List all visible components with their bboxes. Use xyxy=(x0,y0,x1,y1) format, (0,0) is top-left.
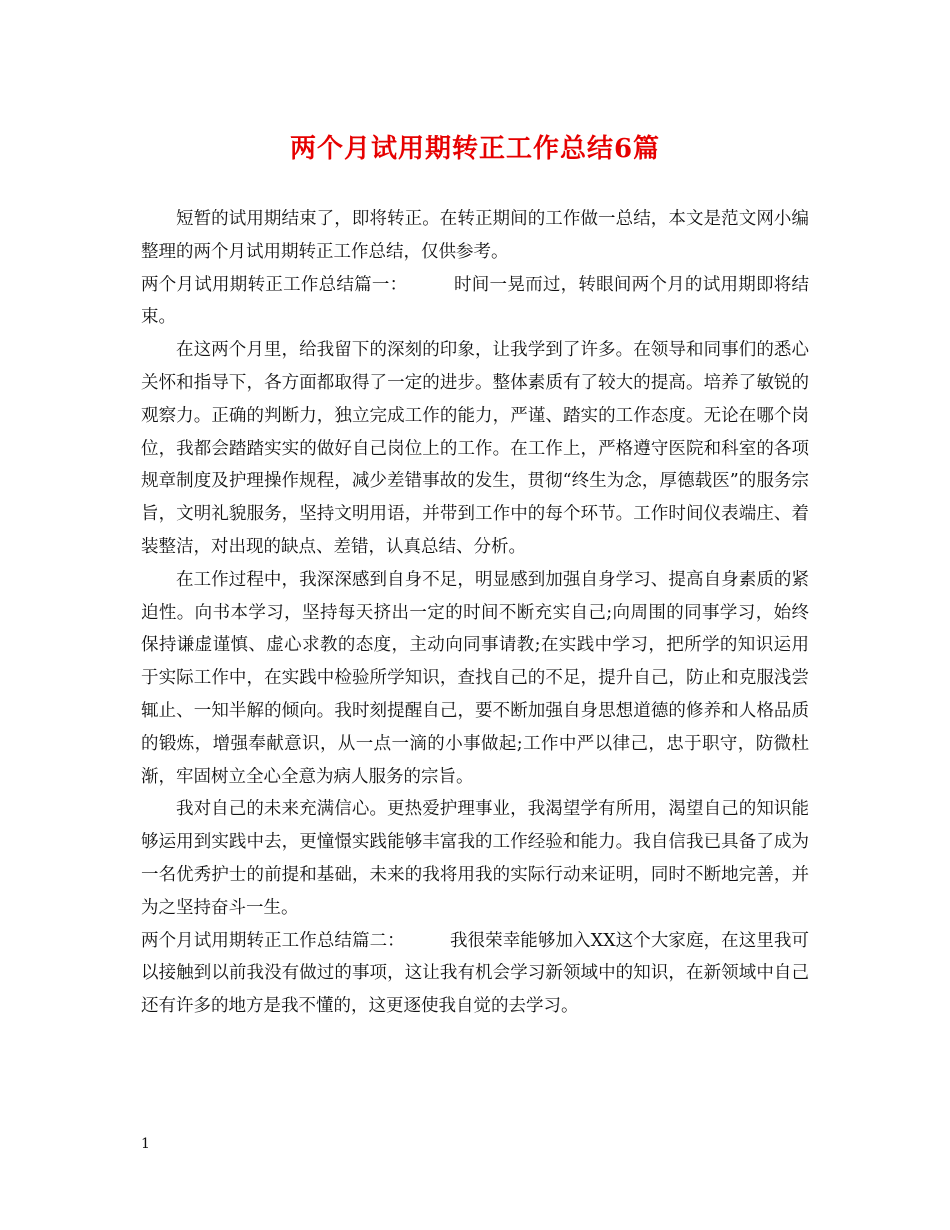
paragraph-text: 时间一晃而过，转眼间两个月的试用期即将结束。 xyxy=(141,274,809,328)
paragraph-intro xyxy=(141,203,809,269)
paragraph-section-one-body-2 xyxy=(141,564,809,794)
section-heading-two: 两个月试用期转正工作总结篇二： xyxy=(141,930,405,951)
paragraph-text: 我很荣幸能够加入XX这个大家庭，在这里我可以接触到以前我没有做过的事项，这让我有机会学习新领域中的知识，在新领域中自己还有许多的地方是我不懂的，这更逐使我自觉的去学习。 xyxy=(141,930,809,1017)
paragraph-section-one-body-1 xyxy=(141,334,809,564)
document-body xyxy=(141,203,809,1023)
paragraph-text: 短暂的试用期结束了，即将转正。在转正期间的工作做一总结，本文是范文网小编整理的两个月试用期转正工作总结，仅供参考。 xyxy=(141,209,809,262)
paragraph-section-one-body-3 xyxy=(141,793,809,924)
section-heading-one: 两个月试用期转正工作总结篇一： xyxy=(141,274,408,295)
paragraph-text: 我对自己的未来充满信心。更热爱护理事业，我渴望学有所用，渴望自己的知识能够运用到实践中去，更憧憬实践能够丰富我的工作经验和能力。我自信我已具备了成为一名优秀护士的前提和基础，未来的我将用我的实际行动来证明，同时不断地完善，并为之坚持奋斗一生。 xyxy=(141,799,809,918)
paragraph-text: 在工作过程中，我深深感到自身不足，明显感到加强自身学习、提高自身素质的紧迫性。向书本学习，坚持每天挤出一定的时间不断充实自己;向周围的同事学习，始终保持谦虚谨慎、虚心求教的态度，主动向同事请教;在实践中学习，把所学的知识运用于实际工作中，在实践中检验所学知识，查找自己的不足，提升自己，防止和克服浅尝辄止、一知半解的倾向。我时刻提醒自己，要不断加强自身思想道德的修养和人格品质的锻炼，增强奉献意识，从一点一滴的小事做起;工作中严以律己，忠于职守，防微杜渐，牢固树立全心全意为病人服务的宗旨。 xyxy=(141,569,809,787)
paragraph-section-one-heading xyxy=(141,269,809,335)
page-number: 1 xyxy=(141,1136,150,1152)
paragraph-text: 在这两个月里，给我留下的深刻的印象，让我学到了许多。在领导和同事们的悉心关怀和指导下，各方面都取得了一定的进步。整体素质有了较大的提高。培养了敏锐的观察力。正确的判断力，独立完成工作的能力，严谨、踏实的工作态度。无论在哪个岗位，我都会踏踏实实的做好自己岗位上的工作。在工作上，严格遵守医院和科室的各项规章制度及护理操作规程，减少差错事故的发生，贯彻“终生为念，厚德载医”的服务宗旨，文明礼貌服务，坚持文明用语，并带到工作中的每个环节。工作时间仪表端庄、着装整洁，对出现的缺点、差错，认真总结、分析。 xyxy=(141,340,809,557)
paragraph-section-two-heading xyxy=(141,925,809,1023)
document-title: 两个月试用期转正工作总结6篇 xyxy=(289,134,661,164)
